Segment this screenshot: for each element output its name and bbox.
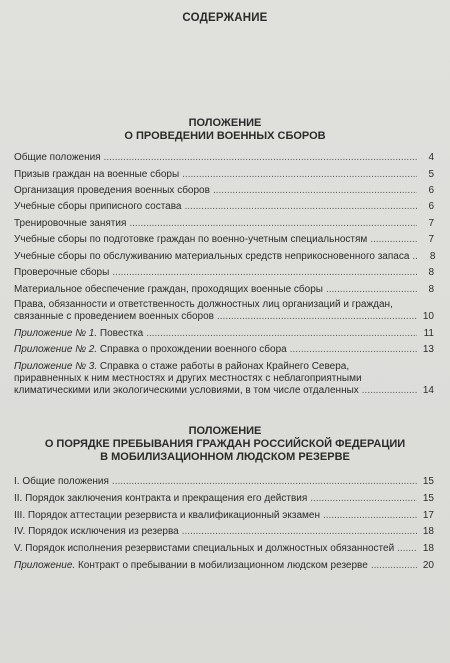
leader-dots [217, 311, 417, 323]
toc-entry-text: Материальное обеспечение граждан, проходящих военные сборы [14, 284, 323, 295]
toc-page-number: 20 [422, 560, 434, 571]
toc-entry-text: Учебные сборы по обслуживанию материальных средств неприкосновенного запаса [14, 251, 410, 262]
toc-page-number: 17 [422, 510, 434, 521]
toc-entry-text: Призыв граждан на военные сборы [14, 169, 180, 180]
section2-heading-line3: В МОБИЛИЗАЦИОННОМ ЛЮДСКОМ РЕЗЕРВЕ [100, 451, 350, 463]
leader-dots [290, 344, 417, 356]
toc-entry-specialty-training[interactable] [14, 234, 434, 246]
toc-entry-s2-contract[interactable] [14, 493, 434, 505]
toc-page-number: 13 [422, 344, 434, 355]
toc-entry-call-up[interactable] [14, 169, 434, 181]
leader-dots [362, 385, 417, 397]
toc-entry-text-line1: Справка о стаже работы в районах Крайнего Севера, [97, 361, 350, 372]
toc-entry-general-provisions[interactable] [14, 152, 434, 164]
leader-dots [412, 251, 418, 263]
toc-page-number: 18 [422, 543, 434, 554]
leader-dots [112, 267, 417, 279]
toc-entry-text: Учебные сборы приписного состава [14, 201, 182, 212]
toc-entry-s2-attestation[interactable] [14, 510, 434, 522]
toc-page-number: 10 [422, 311, 434, 322]
toc-page-number: 6 [428, 185, 434, 196]
leader-dots [146, 328, 417, 340]
toc-page-number: 8 [428, 267, 434, 278]
toc-page-number: 14 [422, 385, 434, 396]
toc-entry-text: Справка о прохождении военного сбора [97, 344, 287, 355]
leader-dots [326, 284, 417, 296]
leader-dots [213, 185, 417, 197]
toc-entry-text: Контракт о пребывании в мобилизационном людском резерве [75, 560, 368, 571]
toc-entry-text: V. Порядок исполнения резервистами специальных и должностных обязанностей [14, 543, 395, 554]
section2-heading-line1: ПОЛОЖЕНИЕ [188, 425, 262, 437]
leader-dots [129, 218, 417, 230]
leader-dots [323, 510, 417, 522]
toc-entry-organization[interactable] [14, 185, 434, 197]
toc-entry-s2-exclusion[interactable] [14, 526, 434, 538]
leader-dots [397, 543, 417, 555]
appendix-label: Приложение. [14, 560, 76, 571]
leader-dots [370, 234, 417, 246]
toc-entry-text-line3: климатическими или экологическими условиями, в том числе отдаленных [14, 385, 359, 396]
toc-page-number: 7 [428, 234, 434, 245]
toc-entry-text: IV. Порядок исключения из резерва [14, 526, 179, 537]
toc-entry-appendix-3[interactable] [14, 361, 434, 397]
toc-page-number: 11 [423, 328, 434, 339]
toc-entry-text: Тренировочные занятия [14, 218, 127, 229]
contents-title: СОДЕРЖАНИЕ [182, 12, 268, 24]
toc-entry-reserve-training[interactable] [14, 201, 434, 213]
toc-entry-s2-appendix[interactable] [14, 560, 434, 572]
section1-heading [0, 117, 450, 143]
appendix-label: Приложение № 2. [14, 344, 98, 355]
appendix-label: Приложение № 3. [14, 361, 98, 372]
toc-entry-appendix-1[interactable] [14, 328, 434, 340]
toc-entry-text-line2: приравненных к ним местностях и других местностях с неблагоприятными [14, 373, 362, 384]
toc-entry-text: II. Порядок заключения контракта и прекращения его действия [14, 493, 308, 504]
toc-page-number: 8 [429, 251, 436, 262]
toc-page-number: 7 [428, 218, 434, 229]
section2-heading [0, 425, 450, 464]
leader-dots [185, 201, 418, 213]
toc-entry-text: Повестка [97, 328, 144, 339]
appendix-label: Приложение № 1. [14, 328, 98, 339]
leader-dots [112, 476, 417, 488]
toc-entry-s2-duties[interactable] [14, 543, 434, 555]
toc-entry-drills[interactable] [14, 218, 434, 230]
toc-entry-text: Общие положения [14, 152, 101, 163]
toc-entry-s2-general[interactable] [14, 476, 434, 488]
toc-page-number: 5 [428, 169, 434, 180]
toc-entry-text: Организация проведения военных сборов [14, 185, 210, 196]
toc-entry-rights-duties[interactable] [14, 299, 434, 323]
toc-page-number: 15 [422, 476, 434, 487]
toc-entry-reserve-stock[interactable] [14, 251, 434, 263]
toc-page-number: 4 [428, 152, 434, 163]
toc-page-number: 18 [422, 526, 434, 537]
toc-entry-text: III. Порядок аттестации резервиста и квалификационный экзамен [14, 510, 320, 521]
leader-dots [371, 560, 417, 572]
toc-page-number: 8 [428, 284, 434, 295]
toc-entry-appendix-2[interactable] [14, 344, 434, 356]
toc-entry-text: Проверочные сборы [14, 267, 110, 278]
toc-entry-text: I. Общие положения [14, 476, 109, 487]
section1-heading-line2: О ПРОВЕДЕНИИ ВОЕННЫХ СБОРОВ [124, 130, 326, 142]
leader-dots [182, 526, 417, 538]
section2-heading-line2: О ПОРЯДКЕ ПРЕБЫВАНИЯ ГРАЖДАН РОССИЙСКОЙ ФЕДЕРАЦИИ [44, 438, 406, 450]
toc-page-number: 15 [422, 493, 434, 504]
toc-entry-text-line2: связанные с проведением военных сборов [14, 311, 214, 322]
toc-entry-inspection[interactable] [14, 267, 434, 279]
leader-dots [310, 493, 417, 505]
toc-page-number: 6 [428, 201, 434, 212]
toc-entry-material-support[interactable] [14, 284, 434, 296]
section1-heading-line1: ПОЛОЖЕНИЕ [188, 117, 262, 129]
leader-dots [104, 152, 417, 164]
toc-entry-text: Учебные сборы по подготовке граждан по военно-учетным специальностям [14, 234, 368, 245]
toc-entry-text-line1: Права, обязанности и ответственность должностных лиц организаций и граждан, [14, 299, 393, 310]
leader-dots [182, 169, 417, 181]
